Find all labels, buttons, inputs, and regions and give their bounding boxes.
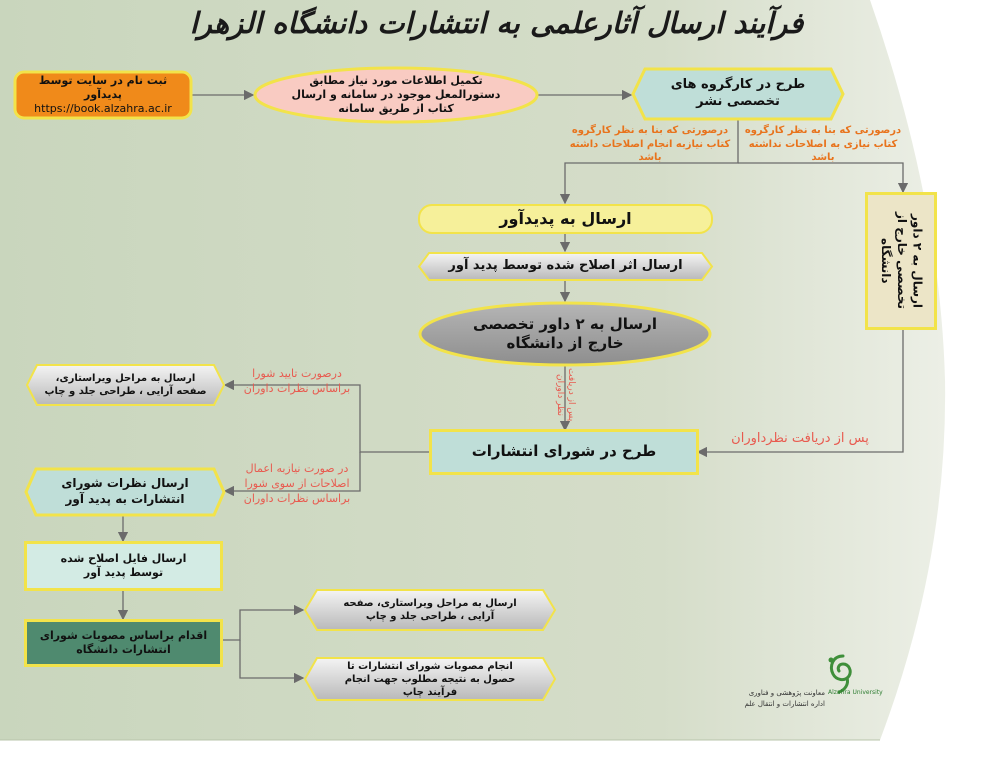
council-node bbox=[429, 429, 699, 475]
two-referees-node bbox=[418, 301, 712, 367]
register-node bbox=[13, 70, 193, 120]
send-revised-text: ارسال اثر اصلاح شده توسط پدید آور bbox=[448, 258, 683, 274]
send-council-views-node bbox=[24, 467, 226, 517]
footer-text bbox=[705, 688, 825, 709]
after-referees-vertical-label: پس از دریافت نظر داوران bbox=[555, 368, 576, 422]
send-corrected-file-text: ارسال فایل اصلاح شده توسط پدید آور bbox=[60, 551, 187, 579]
register-text: ثبت نام در سایت توسط پدیدآور bbox=[38, 73, 168, 101]
logo-english-text: Alzahra University bbox=[828, 689, 883, 696]
send-revised-node bbox=[417, 251, 714, 282]
finalize-text: انجام مصوبات شورای انتشارات تا حصول به نتیجه مطلوب جهت انجام فرآیند چاپ bbox=[344, 660, 516, 698]
send-council-views-text: ارسال نظرات شورای انتشارات به پدید آور bbox=[61, 476, 189, 506]
two-referees-text: ارسال به ۲ داور تخصصی خارج از دانشگاه bbox=[473, 314, 657, 352]
council-approved-label: درصورت تایید شورا براساس نظرات داوران bbox=[243, 367, 351, 395]
complete-info-node bbox=[253, 66, 539, 124]
two-referees-side-text: ارسال به ۲ داور تخصصی خارج از دانشگاه bbox=[879, 212, 925, 310]
act-on-council-node bbox=[24, 619, 223, 667]
after-referees-right-label: پس از دریافت نظرداوران bbox=[731, 431, 869, 446]
council-text: طرح در شورای انتشارات bbox=[471, 442, 657, 461]
review-groups-text: طرح در کارگروه های تخصصی نشر bbox=[670, 77, 806, 109]
review-groups-node bbox=[631, 67, 845, 121]
complete-info-text: تکمیل اطلاعات مورد نیاز مطابق دستورالمعل موجود در سامانه و ارسال کتاب از طریق سامانه bbox=[291, 73, 501, 116]
needs-revision-label: درصورتی که بنا به نظر کارگروه کتاب نیازبه انجام اصلاحات داشته باشد bbox=[569, 125, 731, 163]
council-revisions-label: در صورت نیازبه اعمال اصلاحات از سوی شورا براساس نظرات داوران bbox=[243, 462, 351, 505]
page-title: فرآیند ارسال آثارعلمی به انتشارات دانشگاه الزهرا bbox=[189, 6, 804, 40]
footer-line-1: معاونت پژوهشی و فناوری bbox=[748, 689, 825, 697]
footer-line-2: اداره انتشارات و انتقال علم bbox=[744, 699, 825, 708]
editing-bottom-node bbox=[303, 588, 557, 632]
finalize-node bbox=[303, 656, 557, 702]
no-revision-label: درصورتی که بنا به نظر کارگروه کتاب نیازی به اصلاحات نداشته باشد bbox=[744, 125, 902, 163]
send-to-author-node bbox=[417, 203, 714, 235]
send-to-author-text: ارسال به پدیدآور bbox=[499, 208, 632, 228]
editing-top-node bbox=[25, 363, 226, 407]
editing-bottom-text: ارسال به مراحل ویراستاری، صفحه آرایی ، طراحی جلد و چاپ bbox=[343, 598, 517, 622]
register-url: https://book.alzahra.ac.ir bbox=[34, 102, 172, 116]
editing-top-text: ارسال به مراحل ویراستاری، صفحه آرایی ، طراحی جلد و چاپ bbox=[44, 373, 207, 397]
send-corrected-file-node bbox=[24, 541, 223, 591]
act-on-council-text: اقدام براساس مصوبات شورای انتشارات دانشگاه bbox=[39, 628, 208, 656]
